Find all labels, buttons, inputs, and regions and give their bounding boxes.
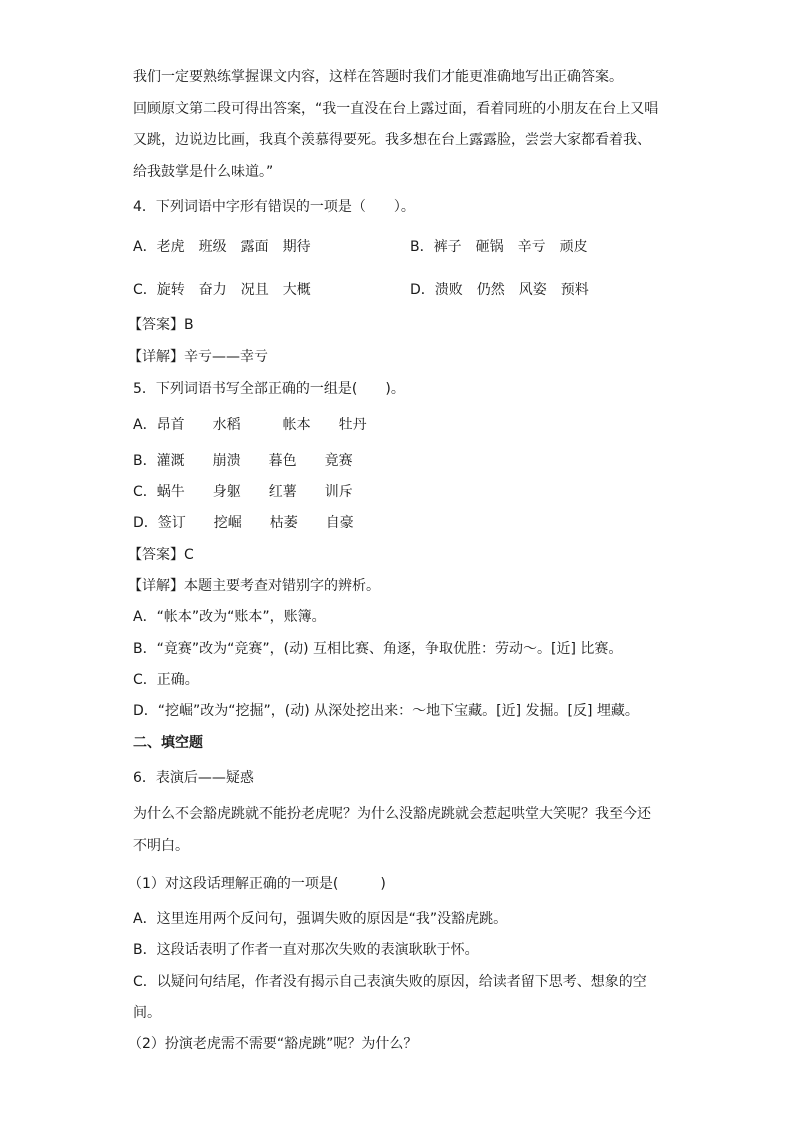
question-6-passage-line-1: 为什么不会豁虎跳就不能扮老虎呢？为什么没豁虎跳就会惹起哄堂大笑呢？我至今还: [133, 806, 651, 822]
question-6-passage-line-2: 不明白。: [133, 838, 189, 854]
question-5-option-d: D．签订 挖崛 枯萎 自豪: [133, 515, 354, 531]
question-6-sub-1-option-a: A．这里连用两个反问句，强调失败的原因是“我”没豁虎跳。: [133, 911, 508, 927]
section-heading-fill-blank: 二、填空题: [133, 735, 203, 751]
question-5-detail-b: B．“竟赛”改为“竞赛”，(动) 互相比赛、角逐，争取优胜：劳动～。[近] 比赛。: [133, 641, 623, 657]
question-5-answer: 【答案】C: [128, 547, 194, 563]
question-6-sub-1-option-b: B．这段话表明了作者一直对那次失败的表演耿耿于怀。: [133, 942, 479, 958]
intro-line-1: 我们一定要熟练掌握课文内容，这样在答题时我们才能更准确地写出正确答案。: [133, 69, 623, 85]
question-5-stem: 5．下列词语书写全部正确的一组是( )。: [133, 381, 405, 397]
question-6-sub-1-stem: （1）对这段话理解正确的一项是( ): [128, 876, 386, 892]
question-6-sub-1-option-c-line-2: 间。: [133, 1005, 161, 1021]
question-4-detail: 【详解】辛亏——幸亏: [128, 349, 268, 365]
question-4-option-a: A．老虎 班级 露面 期待: [133, 239, 311, 255]
question-5-detail-c: C．正确。: [133, 672, 199, 688]
question-5-option-c: C．蜗牛 身躯 红薯 训斥: [133, 484, 353, 500]
question-6-sub-1-option-c-line-1: C．以疑问句结尾，作者没有揭示自己表演失败的原因，给读者留下思考、想象的空: [133, 974, 647, 990]
intro-line-3: 又跳，边说边比画，我真个羡慕得要死。我多想在台上露露脸，尝尝大家都看着我、: [133, 132, 651, 148]
question-4-option-c: C．旋转 奋力 况且 大概: [133, 282, 311, 298]
question-4-option-b: B．裤子 砸锅 辛亏 顽皮: [410, 239, 588, 255]
question-4-option-d: D．溃败 仍然 风姿 预料: [410, 282, 589, 298]
question-4-stem: 4．下列词语中字形有错误的一项是（ ）。: [133, 199, 415, 215]
intro-line-2: 回顾原文第二段可得出答案，“我一直没在台上露过面，看着同班的小朋友在台上又唱: [133, 101, 659, 117]
intro-line-4: 给我鼓掌是什么味道。”: [133, 164, 274, 180]
question-4-answer: 【答案】B: [128, 317, 194, 333]
question-6-sub-2-stem: （2）扮演老虎需不需要“豁虎跳”呢？为什么？: [128, 1036, 418, 1052]
question-6-stem: 6．表演后——疑惑: [133, 770, 254, 786]
question-5-detail-d: D．“挖崛”改为“挖掘”，(动) 从深处挖出来：～地下宝藏。[近] 发掘。[反] 埋藏。: [133, 703, 639, 719]
question-5-detail-a: A．“帐本”改为“账本”，账簿。: [133, 609, 326, 625]
question-5-detail: 【详解】本题主要考查对错别字的辨析。: [128, 578, 380, 594]
question-5-option-b: B．灌溉 崩溃 暮色 竟赛: [133, 453, 353, 469]
question-5-option-a: A．昂首 水稻 帐本 牡丹: [133, 417, 367, 433]
